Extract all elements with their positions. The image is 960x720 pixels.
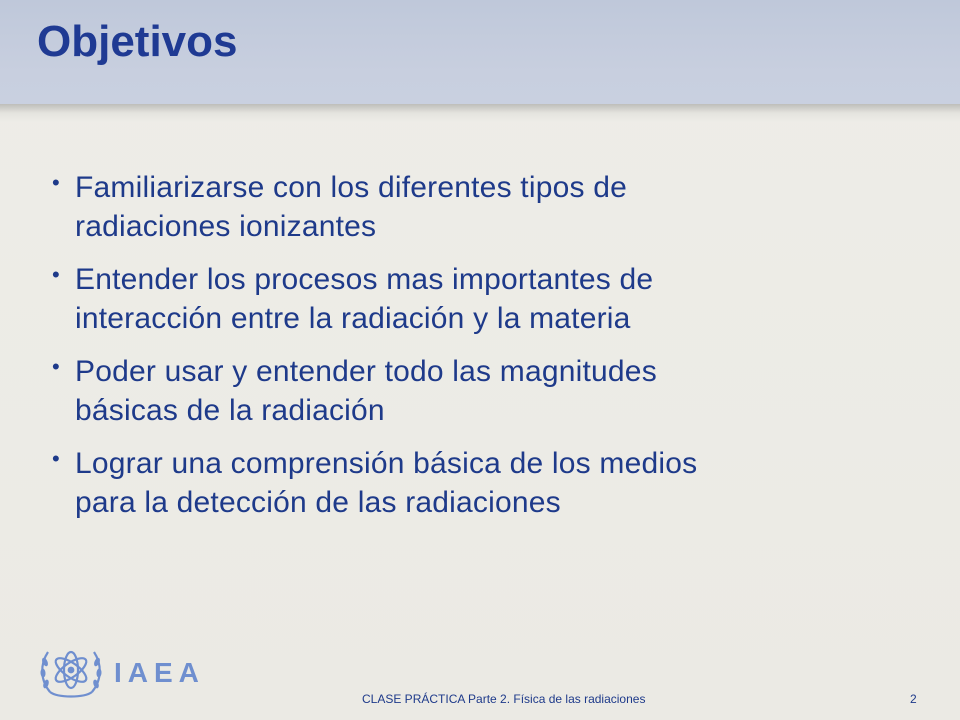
- bullet-item: [52, 352, 912, 430]
- bullet-item: [52, 260, 912, 338]
- bullet-line: Lograr una comprensión básica de los medios: [75, 447, 698, 480]
- bullet-dot: •: [52, 262, 60, 287]
- bullet-dot: •: [52, 354, 60, 379]
- bullet-dot: •: [52, 446, 60, 471]
- footer-text: CLASE PRÁCTICA Parte 2. Física de las radiaciones: [362, 692, 646, 706]
- bullet-line: interacción entre la radiación y la materia: [75, 302, 631, 335]
- bullet-line: para la detección de las radiaciones: [75, 486, 561, 519]
- org-name: IAEA: [114, 657, 205, 688]
- page-number: 2: [910, 692, 917, 706]
- slide-title: Objetivos: [37, 17, 238, 66]
- bullet-item: [52, 168, 912, 246]
- bullet-item: [52, 444, 912, 522]
- header-shadow: [0, 104, 960, 122]
- bullet-line: Poder usar y entender todo las magnitudes: [75, 355, 657, 388]
- bullet-line: básicas de la radiación: [75, 394, 385, 427]
- bullet-list: [52, 168, 912, 536]
- bullet-line: radiaciones ionizantes: [75, 210, 377, 243]
- bullet-line: Entender los procesos mas importantes de: [75, 263, 654, 296]
- iaea-atom-laurel-icon: [36, 640, 106, 702]
- bullet-line: Familiarizarse con los diferentes tipos de: [75, 171, 627, 204]
- bullet-dot: •: [52, 170, 60, 195]
